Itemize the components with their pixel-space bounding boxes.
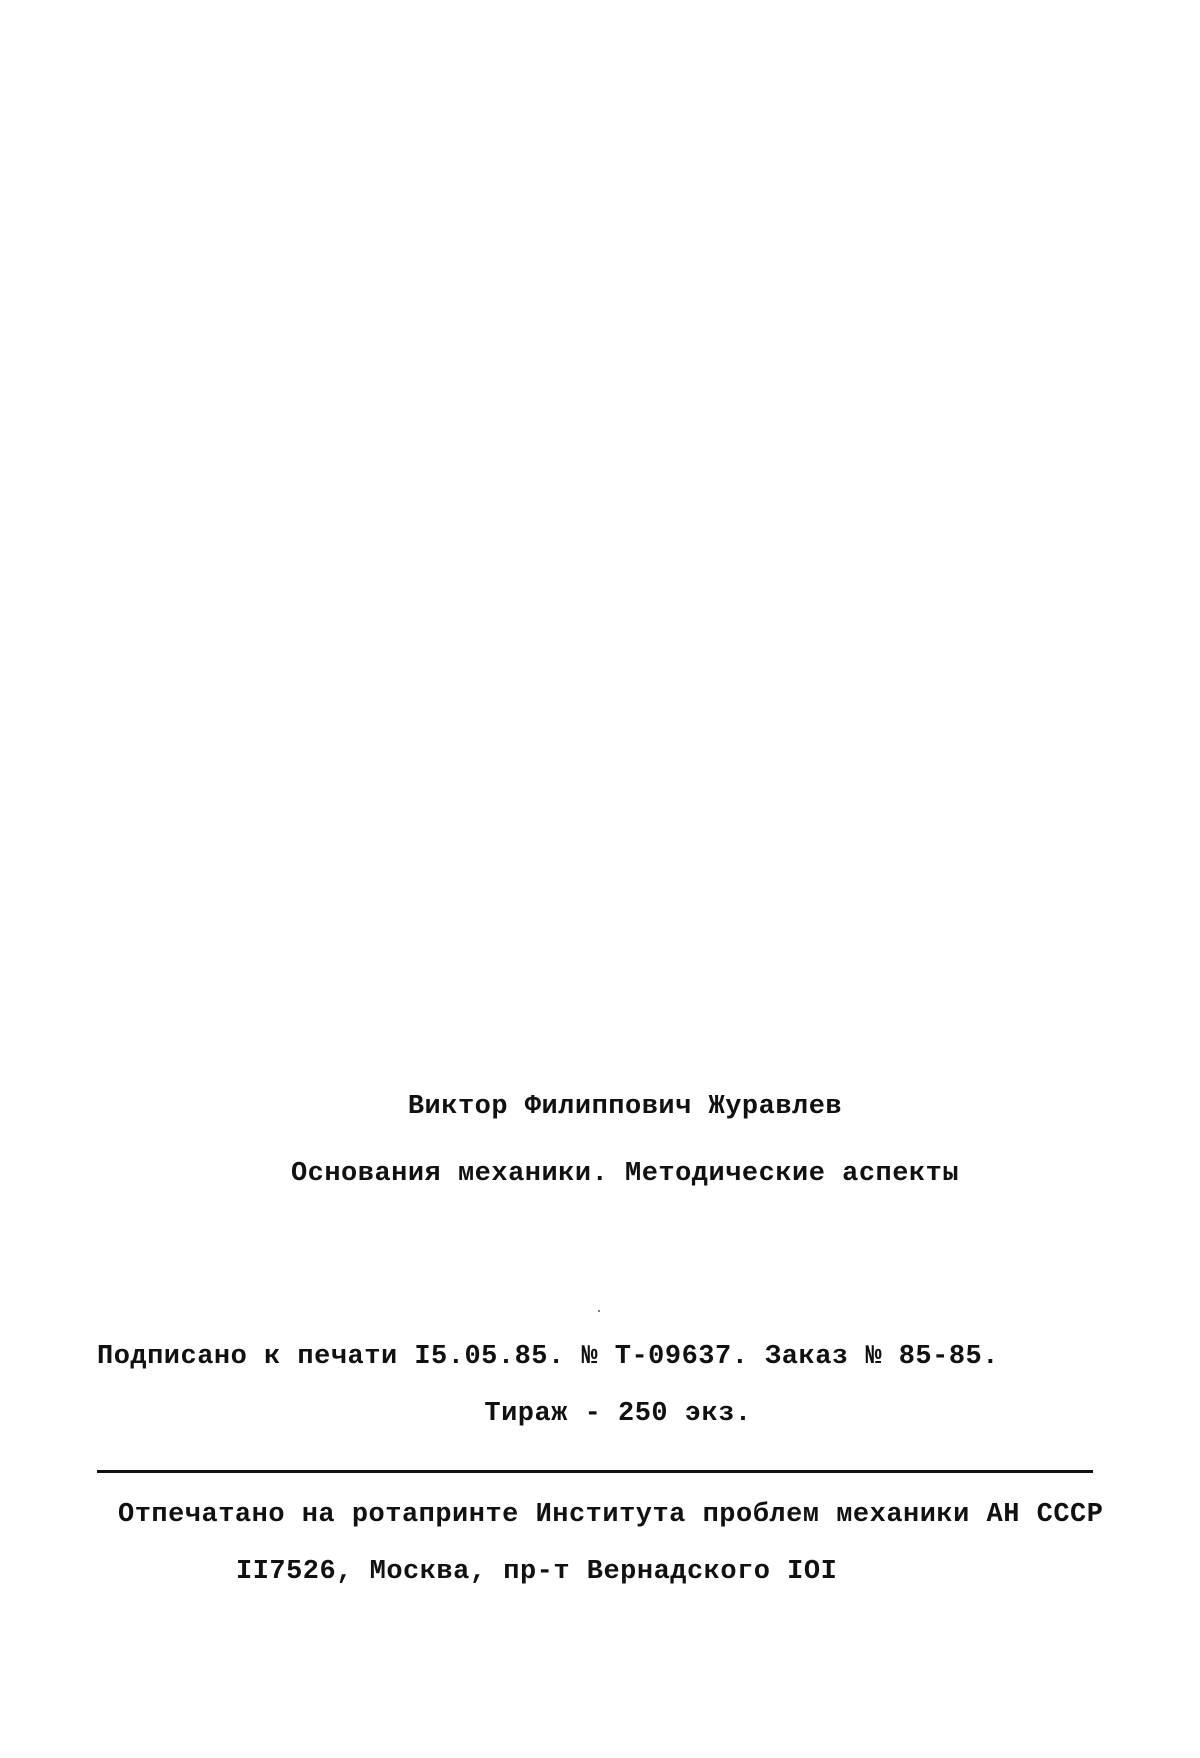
- printer-line: Отпечатано на ротапринте Института проблем механики АН СССР: [118, 1500, 1104, 1530]
- scan-speck: [598, 1310, 600, 1312]
- print-run-line: Тираж - 250 экз.: [484, 1399, 752, 1429]
- author-name: Виктор Филиппович Журавлев: [407, 1092, 843, 1122]
- horizontal-divider: [97, 1470, 1093, 1473]
- book-title: Основания механики. Методические аспекты: [290, 1159, 960, 1189]
- printer-address: II7526, Москва, пр-т Вернадского IOI: [236, 1557, 838, 1587]
- signed-for-print-line: Подписано к печати I5.05.85. № Т-09637. Заказ № 85-85.: [97, 1342, 999, 1372]
